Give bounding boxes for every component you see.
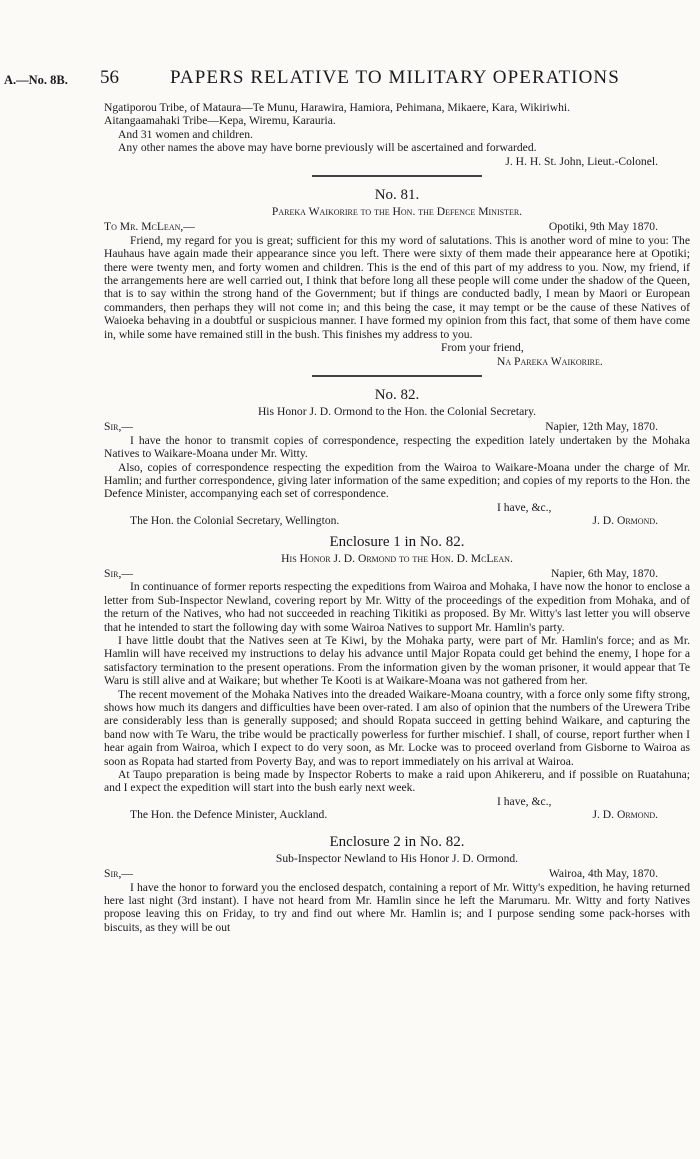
closing: From your friend, bbox=[441, 341, 524, 355]
letter-paragraph: At Taupo preparation is being made by Inspector Roberts to make a raid upon Ahikereru, and if possible on Ruatahuna; and I expect the expedition will start into the bush early next week. bbox=[104, 768, 690, 795]
letter-paragraph: I have the honor to forward you the enclosed despatch, containing a report of Mr. Witty's expedition, he having returned here last night (3rd instant). I have not heard from Mr. Hamlin since he left the Marumaru. Mr. Witty and forty Natives propose leaving this on Friday, to try and find out where Mr. Hamlin is; and I purpose sending some pack-horses with biscuits, as they will be out bbox=[104, 880, 690, 934]
enclosure-1 bbox=[104, 532, 690, 822]
dateline: Napier, 12th May, 1870. bbox=[545, 420, 658, 434]
enclosure-number: Enclosure 2 in No. 82. bbox=[329, 833, 465, 850]
section-divider bbox=[312, 175, 482, 177]
signature: J. H. H. St. John, Lieut.-Colonel. bbox=[505, 154, 658, 168]
letter-paragraph: The recent movement of the Mohaka Natives into the dreaded Waikare-Moana country, with a force only some fifty strong, shows how much its dangers and difficulties have been over-rated. I am also of opinion that the numbers of the Urewera Tribe are considerably less than is generally supposed; and should Ropata succeed in getting behind Waikare, and capturing the band now with Te Waru, the tribe would be practically powerless for further mischief. I shall, of course, report further when I hear again from Wairoa, which I expect to do very soon, as Mr. Locke was to proceed overland from Gisborne to Wairoa as soon as Ropata had started from Poverty Bay, and was to report immediately on his arrival at Wairoa. bbox=[104, 687, 690, 768]
letter-paragraph: Also, copies of correspondence respecting the expedition from the Wairoa to Waikare-Moana under the charge of Mr. Hamlin; and further correspondence, giving later information of the same expedition; and copies of my reports to the Hon. the Defence Minister, accompanying each set of correspondence. bbox=[104, 460, 690, 501]
letter-paragraph: I have the honor to transmit copies of correspondence, respecting the expedition lately undertaken by the Mohaka Natives to Waikare-Moana under Mr. Witty. bbox=[104, 433, 690, 461]
letter-subtitle: Pareka Waikorire to the Hon. the Defence Minister. bbox=[271, 205, 523, 219]
running-title: PAPERS RELATIVE TO MILITARY OPERATIONS bbox=[170, 67, 620, 88]
letter-subtitle: His Honor J. D. Ormond to the Hon. the Colonial Secretary. bbox=[257, 404, 537, 418]
enclosure-subtitle: His Honor J. D. Ormond to the Hon. D. McLean. bbox=[281, 551, 513, 565]
salutation: Sir,— bbox=[104, 867, 133, 881]
page-number: 56 bbox=[100, 67, 119, 88]
closing: I have, &c., bbox=[497, 500, 552, 514]
signature: J. D. Ormond. bbox=[592, 514, 658, 528]
addressee: The Hon. the Colonial Secretary, Wellington. bbox=[130, 514, 340, 528]
page-header bbox=[0, 67, 700, 91]
letter-paragraph: Friend, my regard for you is great; sufficient for this my word of salutations. This is another word of mine to you: The Hauhaus have again made their appearance since you left. There were sixty of them made their appearance here at Opotiki; there were twenty men, and forty women and children. This is the end of this part of my address to you. Now, my friend, if the arrangements here are well carried out, I think that before long all these people will come under the shadow of the Queen, that is to say within the strong hand of the Government; but if things are conducted badly, I mean by Maori or European commanders, then perhaps they will not come in; and this being the case, it may tempt or be the cause of these Natives of Waioeka behaving in a doubtful or suspicious manner. I have formed my opinion from this fact, that some of them have come in, while some have remained still in the bush. This finishes my address to you. bbox=[104, 233, 690, 341]
dateline: Wairoa, 4th May, 1870. bbox=[548, 867, 658, 881]
enclosure-number: Enclosure 1 in No. 82. bbox=[329, 533, 465, 550]
closing: I have, &c., bbox=[497, 794, 552, 808]
paper-reference: A.—No. 8B. bbox=[4, 73, 68, 87]
salutation-row bbox=[104, 220, 690, 233]
salutation-row bbox=[104, 567, 690, 580]
letter-paragraph: In continuance of former reports respecting the expeditions from Wairoa and Mohaka, I have now the honor to enclose a letter from Sub-Inspector Newland, covering report by Mr. Witty of the proceedings of the expedition from Mohaka, and of the return of the Natives, who had not succeeded in reaching Tikitiki as proposed. By Mr. Witty's last letter you will observe that he intended to start the following day with some Wairoa Natives to support Mr. Hamlin's party. bbox=[104, 580, 690, 634]
section-divider bbox=[312, 375, 482, 377]
signature: J. D. Ormond. bbox=[592, 808, 658, 822]
salutation: Sir,— bbox=[104, 566, 133, 580]
addressee: The Hon. the Defence Minister, Auckland. bbox=[130, 808, 328, 822]
letter-number: No. 82. bbox=[374, 386, 420, 403]
letter-no-82 bbox=[104, 385, 690, 528]
dateline: Napier, 6th May, 1870. bbox=[551, 566, 658, 580]
salutation: Sir,— bbox=[104, 420, 133, 434]
letter-number: No. 81. bbox=[374, 187, 420, 204]
intro-line: Aitangaamahaki Tribe—Kepa, Wiremu, Karauria. bbox=[104, 114, 336, 128]
letter-no-81 bbox=[104, 185, 690, 368]
enclosure-2 bbox=[104, 832, 690, 934]
signature: Na Pareka Waikorire. bbox=[497, 354, 603, 368]
intro-line: Ngatiporou Tribe, of Mataura—Te Munu, Harawira, Hamiora, Pehimana, Mikaere, Kara, Wikiriwhi. bbox=[104, 101, 570, 114]
letter-paragraph: I have little doubt that the Natives seen at Te Kiwi, by the Mohaka party, were part of Mr. Hamlin's force; and as Mr. Hamlin will have received my instructions to delay his advance until Major Ropata could get behind the enemy, I hope for a satisfactory termination to the present operations. From the information given by the woman prisoner, it would appear that Te Waru is still alive and at Waikare; but whether Te Kooti is at Waikare-Moana was not gathered from her. bbox=[104, 634, 690, 688]
addressee-row bbox=[104, 514, 690, 527]
intro-line: And 31 women and children. bbox=[118, 127, 253, 141]
document-body bbox=[104, 101, 690, 934]
enclosure-subtitle: Sub-Inspector Newland to His Honor J. D. Ormond. bbox=[275, 851, 519, 865]
intro-line: Any other names the above may have borne previously will be ascertained and forwarded. bbox=[118, 141, 537, 155]
salutation: To Mr. McLean,— bbox=[104, 220, 195, 234]
intro-section bbox=[104, 101, 690, 168]
dateline: Opotiki, 9th May 1870. bbox=[548, 220, 658, 234]
salutation-row bbox=[104, 420, 690, 433]
addressee-row bbox=[104, 808, 690, 821]
salutation-row bbox=[104, 867, 690, 880]
